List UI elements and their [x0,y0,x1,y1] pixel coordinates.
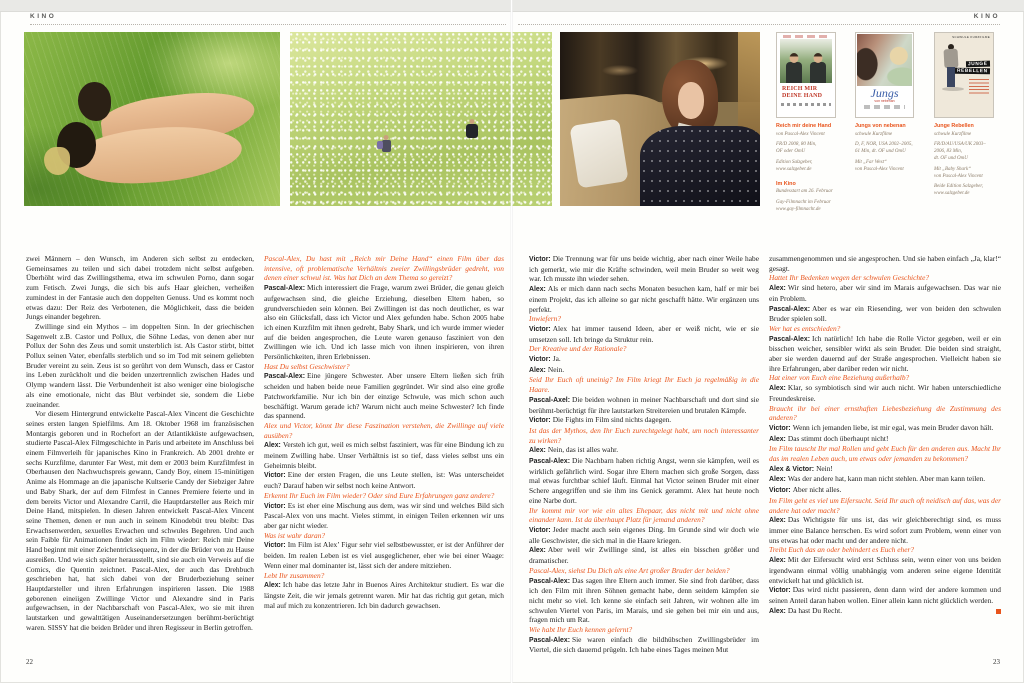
interview-paragraph [529,506,759,525]
interview-paragraph [264,421,504,440]
caption-junge-rebellen [934,123,1006,197]
poster-title-text [955,60,990,74]
caption-line: Bundesstart am 26. Februar [776,189,833,195]
interview-text: Die Trennung war für uns beide wichtig, aber nach einer Weile habe ich gemerkt, wie mir die Kräfte schwinden, weil mein Bruder so weit weg war. Ich musste ihn wieder sehen. [529,254,759,284]
interview-text: Pascal-Alex, siehst Du Dich als eine Art großer Bruder der beiden? [529,565,730,575]
poster-title-text: Jungs [870,86,899,100]
interview-paragraph [769,324,1001,334]
interview-paragraph [769,474,1001,485]
speaker-label: Alex: [529,286,546,294]
caption-line: Edition Salzgeber, [776,159,813,165]
interview-paragraph [529,375,759,394]
speaker-label: Alex: [769,385,786,393]
interview-paragraph [529,445,759,456]
interview-paragraph [769,404,1001,423]
interview-paragraph [529,415,759,426]
interview-text: Das Wichtigste für uns ist, das wir gleichberechtigt sind, es muss immer eine Balance herrschen. Es wird sofort zum Problem, wenn einer von uns etwas hat oder macht und der andere nicht. [769,515,1001,545]
interview-paragraph [769,555,1001,585]
interview-paragraph [769,254,1001,273]
interview-paragraph [769,515,1001,545]
speaker-label: Pascal-Alex: [529,458,570,466]
interview-text: Im Film tauscht Ihr mal Rollen und gebt Euch für den anderen aus. Macht Ihr das im realen Leben auch, um etwas oder jemanden zu bekommen? [769,444,1001,464]
poster-reich-mir-deine-hand [776,32,836,118]
header-dotted-rule-right [518,24,1000,25]
interview-text: Was ist wahr daran? [264,530,326,540]
interview-paragraph [264,362,504,372]
speaker-label: Pascal-Alex: [529,577,570,585]
page-header-right: KINO [973,13,1000,20]
caption-line: 61 Min, dt. OF und OmU [855,149,906,155]
figure-hair-blond [44,147,70,175]
interview-paragraph [264,470,504,490]
interview-text: Inwiefern? [529,314,562,324]
interview-column-2 [529,254,759,674]
speaker-label: Victor: [264,502,286,510]
interview-paragraph [769,606,1001,617]
caption-line: Mit „Baby Shark“ [934,166,971,172]
poster-artwork [780,39,832,83]
photo-two-men-in-grass [24,32,280,206]
interview-paragraph [264,254,504,283]
interview-text: Das stimmt doch überhaupt nicht! [787,433,889,443]
interview-text: Wie habt Ihr Euch kennen gelernt? [529,625,633,635]
photo-woman-on-train [560,32,760,206]
interview-text: Ja. [552,354,561,364]
interview-paragraph [529,314,759,324]
interview-text: Versteh ich gut, weil es mich selbst fasziniert, was für eine Bindung ich zu meinem Zwilling habe. Unser Verhältnis ist so tief, dass vieles selbst uns ein Geheimnis bleibt. [264,440,504,470]
interview-text: Eine jüngere Schwester. Aber unsere Eltern ließen sich früh scheiden und haben beide neue Familien gegründet. Wir sind also eine große Patchworkfamilie. Nur ich bin der einzige Schwule, was mich schon auch beschäftigt. Warum gerade ich? Warum nicht auch meine Schwester? Ich finde das spannend. [264,371,504,421]
interview-text: Das wird nicht passieren, denn dann wird der andere kommen und seinen Anteil daran haben wollen. Einer allein kann nicht glücklich werden. [769,585,1001,605]
woman-face [678,82,704,119]
interview-paragraph [769,464,1001,475]
interview-paragraph [529,344,759,354]
caption-line: von Pascal-Alex Vincent [934,173,983,179]
interview-text: Da hast Du Recht. [787,605,843,615]
speaker-label: Alex: [769,557,786,565]
interview-paragraph [769,434,1001,445]
interview-text: Sie waren einfach die bildhübschen Zwillingsbrüder im Viertel, die sich dauernd prügeln. Ich habe eines Tages meinen Mut [529,634,759,655]
interview-text: Es ist eher eine Mischung aus dem, was wir sind und welches Bild sich Pascal-Alex von uns macht. Vieles stimmt, in einigen Teilen erkennen wir uns aber gar nicht wieder. [264,500,504,530]
speaker-label: Pascal-Alex: [264,285,305,293]
speaker-label: Alex: [769,607,786,615]
poster-credits-bottom [781,103,831,106]
interview-text: Aber nicht alles. [792,485,842,495]
interview-text: Im Film geht es viel um Eifersucht. Seid Ihr auch oft neidisch auf das, was der andere hat oder macht? [769,495,1001,515]
header-dotted-rule-left [30,24,506,25]
interview-paragraph [529,426,759,445]
interview-paragraph [529,625,759,635]
interview-paragraph [769,334,1001,374]
interview-paragraph [769,383,1001,403]
intro-paragraph: Vor diesem Hintergrund entwickelte Pascal-Alex Vincent die Geschichte seines ersten langen Spielfilms. Am 18. Oktober 1968 im französischen Montargis geboren und in Rochefort an der Atlantikküste aufgewachsen, studierte Pascal-Alex Filmgeschichte in Paris und arbeitete im Anschluss bei einem Filmverleih für japanisches Kino in Frankreich. Ab 2001 drehte er sechs Kurzfilme, darunter Far West, mit dem er 2003 beim Kurzfilmfest in Oberhausen den Nachwuchspreis gewann, Candy Boy, einem 15-minütigen Anime als Hommage an die japanische Kultserie Candy der Siebziger Jahre und Baby Shark, der auf dem Filmfest in Cannes Premiere feierte und in dem bereits Victor und Alexandre Carril, die Hauptdarsteller aus Reich mir Deine Hand, mitspielen. In diesen Jahren entwickelt Pascal-Alex Vincent seine Themen, denen er nun auch in seinem Kinodebüt treu bleibt: Das Erwachsenwerden, sexuelles Erwachen und schwules Begehren. Und auch sein Faible für Animationen findet sich im Film wieder: Reich mir Deine Hand beginnt mit einer Zeichentricksequenz, in der die Brüder von zu Hause ausreißen. Und wie sich später herausstellt, sind sie auch ein Verweis auf die Comics, die Quentin zeichnet. Pascal-Alex, der auch das Drehbuch geschrieben hat, hat sich dabei von der Bruderbeziehung seiner Hauptdarsteller und ihren Erfahrungen inspirieren lassen. Die 1988 geborenen eineiigen Zwillinge Victor und Alexandre sind in Paris aufgewachsen, in der Nachbarschaft von Pascal-Alex, wo sie mit ihren lautstarken und gewalttätigen Auseinandersetzungen berühmt-berüchtigt waren. SISSY hat die beiden Brüder und ihren Regisseur in Berlin getroffen. [26,409,254,632]
interview-paragraph [529,635,759,655]
page-number-right: 23 [993,658,1000,666]
page-header-left: KINO [30,13,57,20]
interview-paragraph [264,371,504,421]
intro-paragraph: zwei Männern – den Wunsch, im Anderen sich selbst zu entdecken, Gemeinsames zu teilen und sich dabei trotzdem nicht selbst aufgeben. Überhöht wird das Zwillingsthema, etwa im schwulen Porno, dann sogar zum Fetisch. Zwei Jungs, die sich bis aufs Haar gleichen, verheißen zumindest in der Fantasie auch den doppelten Genuss. Und es kommt noch etwas dazu: Der Reiz des Verbotenen, die Möglichkeit, dass die beiden Jungs einander begehren. [26,254,254,322]
caption-line: dt. OF und OmU [934,156,968,162]
poster-title-line: REBELLEN [955,68,990,75]
speaker-label: Victor: [529,256,551,263]
interview-text: Klar, so symbiotisch sind wir auch nicht. Wir haben unterschiedliche Freundeskreise. [769,383,1001,403]
interview-text: Die beiden wohnen in meiner Nachbarschaft und dort sind sie berühmt-berüchtigt für ihre lautstarken Streitereien und brutalen Kämpfe. [529,394,759,415]
interview-paragraph [529,576,759,626]
poster-title-line: REICH MIR [782,86,818,92]
poster-topline-text: SCHWULE KURZFILME [952,35,990,39]
caption-line: D, F, NOR, USA 2002–2005, [855,142,913,148]
interview-paragraph [769,423,1001,434]
interview-text: Alex hat immer tausend Ideen, aber er weiß nicht, wie er sie umsetzen soll. Ich bringe da Struktur rein. [529,323,759,344]
interview-paragraph [769,304,1001,324]
interview-paragraph [529,284,759,314]
caption-line: Junge Rebellen [934,123,974,129]
speaker-label: Victor: [264,542,286,550]
page-number-left: 22 [26,658,33,666]
caption-jungs-von-nebenan [855,123,927,173]
speaker-label: Victor: [769,587,791,595]
speaker-label: Alex: [529,447,546,455]
interview-paragraph [529,324,759,344]
speaker-label: Alex: [529,547,546,555]
poster-figure [810,62,826,83]
speaker-label: Victor: [529,325,551,333]
interview-paragraph [264,283,504,362]
caption-line: schwule Kurzfilme [934,131,972,137]
speaker-label: Alex: [769,476,786,484]
interview-paragraph [769,485,1001,496]
poster-junge-rebellen [934,32,994,118]
caption-line: FR/D 2008, 80 Min, [776,142,817,148]
caption-line: 2006, 83 Min, [934,149,963,155]
caption-line: von Pascal-Alex Vincent [855,166,904,172]
interview-paragraph [529,545,759,565]
interview-text: Die Fights im Film sind nichts dagegen. [552,415,672,425]
interview-text: Eine der ersten Fragen, die uns Leute stellen, ist: Was unterscheidet euch? Darauf haben wir selbst noch keine Antwort. [264,470,504,491]
caption-line: www.salzgeber.de [776,166,812,172]
figure-person [382,140,391,152]
figure-body [71,122,243,188]
speaker-label: Victor: [529,526,551,534]
interview-text: Als er mich dann nach sechs Monaten besuchen kam, half er mir bei einem Projekt, das ich alleine so gar nicht geschafft hätte. Wir ergänzen uns perfekt. [529,284,759,314]
interview-paragraph [264,501,504,531]
interview-text: Hast Du selbst Geschwister? [264,361,350,371]
intro-paragraph: Zwillinge sind ein Mythos – im doppelten Sinn. In der griechischen Sagenwelt z.B. Castor und Pollux, die Söhne Ledas, von denen aber nur Pollux der Sohn des Zeus und somit unsterblich ist. Als Castor stirbt, bittet Pollux seinen Vater, ebenfalls sterblich und so im Tod mit seinem geliebten Bruder vereint zu sein. Zeus ist so gerührt von dem Wunsch, dass er Castor ins Leben zurückholt und die beiden unzertrennlich zwischen Hades und Olymp wandern lässt. Die Verbundenheit ist also weniger eine biologische als eine emotionale, nicht das Blut verbindet sie, sondern die Liebe zueinander. [26,321,254,409]
speaker-label: Victor: [264,472,286,480]
caption-line: Mit „Far West“ [855,159,887,165]
interview-text: Aber es war ein Riesending, wer von beiden den schwulen Bruder spielen soll. [769,303,1001,324]
caption-line: www.gay-filmnacht.de [776,206,821,212]
interview-text: Aber weil wir Zwillinge sind, ist alles ein bisschen größer und dramatischer. [529,545,759,566]
interview-text: Ich natürlich! Ich habe die Rolle Victor gegeben, weil er ein bisschen weicher, sensibler wirkt als sein Bruder. Die beiden sind straight, aber sie werden dauernd auf der Straße angesprochen. Vielleicht haben sie ihre Erfahrungen, aber darüber reden wir nicht. [769,333,1001,373]
speaker-label: Alex: [529,366,546,374]
interview-paragraph [769,545,1001,555]
interview-paragraph [769,444,1001,463]
interview-paragraph [264,491,504,501]
interview-text: Treibt Euch das an oder behindert es Euch eher? [769,545,915,555]
interview-text: Wir sind hetero, aber wir sind im Marais aufgewachsen. Das war nie ein Problem. [769,283,1001,303]
caption-line: Gay-Filmnacht im Februar [776,199,831,205]
poster-film-list [969,79,989,95]
interview-paragraph [264,531,504,541]
poster-artwork [857,34,912,86]
speaker-label: Victor: [529,356,551,364]
interview-paragraph [769,283,1001,303]
poster-title-text [777,83,835,99]
speaker-label: Alex: [264,582,281,590]
caption-line: Im Kino [776,180,796,187]
speaker-label: Alex: [769,285,786,293]
interview-text: Pascal-Alex, Du hast mit „Reich mir Deine Hand“ einen Film über das intensive, oft problematische Verhältnis zweier Zwillingsbrüder gedreht, von denen einer schwul ist. Was hat Dich an dem Thema so gereizt? [264,254,504,283]
interview-paragraph [529,395,759,415]
intro-column [26,254,254,674]
caption-line: Reich mir deine Hand [776,123,832,129]
speaker-label: Alex: [769,517,786,525]
interview-paragraph [264,440,504,470]
speaker-label: Alex: [264,442,281,450]
caption-line: FR/D/AU/USA/UK 2003– [934,142,986,148]
speaker-label: Alex & Victor: [769,465,815,473]
speaker-label: Pascal-Alex: [769,335,810,343]
speaker-label: Victor: [769,424,791,432]
interview-paragraph [264,540,504,570]
woman-jacket [640,126,760,206]
interview-paragraph [529,456,759,506]
interview-paragraph [264,580,504,610]
poster-credits-row [783,35,829,38]
poster-logos-row [864,105,905,109]
interview-text: Seid Ihr Euch oft uneinig? Im Film kriegt Ihr Euch ja regelmäßig in die Haare. [529,375,759,395]
interview-text: Hattet Ihr Bedenken wegen der schwulen Geschichte? [769,273,930,283]
caption-line: OF oder OmU [776,149,806,155]
interview-paragraph [529,365,759,376]
speaker-label: Victor: [529,417,551,425]
caption-line: Jungs von nebenan [855,123,906,129]
interview-text: Nein, das ist alles wahr. [547,445,619,455]
speaker-label: Pascal-Axel: [529,396,570,404]
interview-paragraph [769,373,1001,383]
interview-paragraph [529,254,759,284]
interview-paragraph [529,354,759,365]
interview-text: Braucht ihr bei einer ernsthaften Liebesbeziehung die Zustimmung des anderen? [769,403,1001,423]
interview-text: Hat einer von Euch eine Beziehung außerhalb? [769,373,910,383]
interview-text: Die Nachbarn haben richtig Angst, wenn sie kämpfen, weil es wirklich gefährlich wird. Sogar ihre Eltern machen sich große Sorgen, dass mal etwas furchtbar schief läuft. Einmal hat Victor seinen Bruder mit einer Schere angegriffen und sie ihm ins Genick gerammt. Alex hat heute noch eine Narbe dort. [529,456,759,505]
article-end-mark-icon [996,609,1001,614]
interview-text: Ihr kommt mir vor wie ein altes Ehepaar, das nicht mit und nicht ohne einander kann. Ist da überhaupt Platz für jemand anderen? [529,505,759,525]
figure-shadow [942,87,964,91]
page-fold-line [510,0,513,683]
poster-title-line: DEINE HAND [782,92,823,99]
poster-subtitle-text: von nebenan [874,99,895,103]
interview-text: Was der andere hat, kann man nicht stehlen. Aber man kann teilen. [787,474,986,484]
poster-jungs-von-nebenan [855,32,914,118]
speaker-label: Pascal-Alex: [264,373,305,381]
interview-text: Ich habe das letzte Jahr in Buenos Aires Architektur studiert. Es war die längste Zeit, die wir jemals getrennt waren. Mir hat das richtig gut getan, mich mal auf mich zu konzentrieren. Ich bin dadurch gewachsen. [264,580,504,610]
interview-paragraph [769,585,1001,605]
caption-reich-mir-deine-hand [776,123,848,213]
interview-text: Jeder macht auch sein eigenes Ding. Im Grunde sind wir doch wie alle Geschwister, die sich mal in die Haare kriegen. [529,524,759,545]
interview-column-3 [769,254,1001,674]
interview-text: Nein! [816,463,833,473]
speaker-label: Pascal-Alex: [529,636,570,644]
caption-line: www.salzgeber.de [934,191,970,197]
interview-paragraph [264,571,504,581]
poster-title-line: JUNGE [966,61,990,68]
interview-paragraph [529,566,759,576]
interview-text: Wenn ich jemanden liebe, ist mir egal, was mein Bruder davon hält. [792,422,994,432]
speaker-label: Pascal-Alex: [769,305,810,313]
interview-text: Ist das der Mythos, den Ihr Euch zurechtgelegt habt, um noch interessanter zu wirken? [529,425,759,445]
caption-line: schwule Kurzfilme [855,131,893,137]
interview-paragraph [769,273,1001,283]
figure-person [466,124,478,138]
train-window [560,32,760,102]
interview-text: zusammengenommen und sie angesprochen. Und sie haben einfach „Ja, klar!“ gesagt. [769,254,1001,273]
caption-line: Beide Edition Salzgeber, [934,184,984,190]
interview-text: Wer hat es entschieden? [769,323,841,333]
interview-text: Das sagen ihre Eltern auch immer. Sie sind froh darüber, dass ich den Film mit ihren Söhnen gemacht habe, denn seitdem kämpfen sie nicht mehr so viel. Ich kenne sie einfach seit Jahren, wir wohnen alle im schwulen Viertel von Paris, im Marais, und sie gehen bei mir ein und aus, fragen mich um Rat. [529,575,759,625]
interview-text: Nein. [547,364,565,374]
interview-paragraph [529,525,759,545]
interview-text: Mich interessiert die Frage, warum zwei Brüder, die genau gleich aufgewachsen sind, die gleiche Erziehung, dieselben Eltern haben, so grundverschieden sein können. Bei Zwillingen ist das noch deutlicher, es war also ein Glücksfall, dass ich Victor und Alex gefunden habe. Schon 2005 habe ich einen Kurzfilm mit ihnen gedreht, Baby Shark, und ich wurde immer wieder auf die beiden angesprochen, die Leute waren genauso fasziniert von den Zwillingen wie ich. Und ich lasse mich von ihnen inspirieren, von ihren Persönlichkeiten, ihren Erlebnissen. [264,283,504,362]
interview-text: Lebt Ihr zusammen? [264,570,325,580]
caption-line: von Pascal-Alex Vincent [776,131,825,137]
interview-column-1 [264,254,504,674]
speaker-label: Alex: [769,435,786,443]
train-window-right [738,32,760,140]
interview-text: Im Film ist Alex’ Figur sehr viel selbstbewusster, er ist der Anführer der beiden. Im realen Leben ist es viel ausgeglichener, eher wie bei einer Waage: Wenn einer mal dominanter ist, lässt sich der andere mitziehen. [264,540,504,570]
interview-text: Alex und Victor, könnt Ihr diese Faszination verstehen, die Zwillinge auf viele ausüben? [264,420,504,440]
poster-figure [786,62,802,83]
seat-cushion [569,119,628,189]
interview-text: Mit der Eifersucht wird erst Schluss sein, wenn einer von uns beiden irgendwann einmal völlig unabhängig vom anderen seine eigene Identität entwickelt hat und glücklich ist. [769,555,1001,585]
interview-text: Der Kreative und der Rationale? [529,344,627,354]
interview-paragraph [769,496,1001,515]
speaker-label: Victor: [769,487,791,495]
interview-text: Erkennt Ihr Euch im Film wieder? Oder sind Eure Erfahrungen ganz andere? [264,490,495,500]
figure-hair [78,82,111,120]
figure-jeans [947,67,955,87]
